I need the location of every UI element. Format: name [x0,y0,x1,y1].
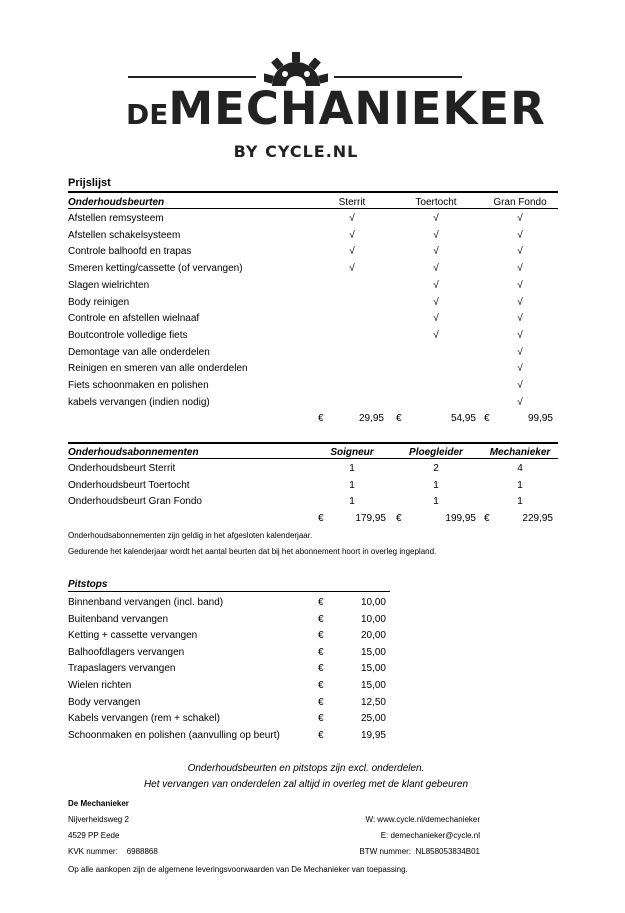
service-label: Smeren ketting/cassette (of vervangen) [68,263,243,274]
subscription-count: 1 [349,480,355,491]
check-icon: √ [517,297,523,308]
notice-parts-excluded: Onderhoudsbeurten en pitstops zijn excl. onderdelen. [187,763,425,774]
pitstop-label: Balhoofdlagers vervangen [68,647,185,658]
currency-symbol: € [318,614,324,625]
pitstop-label: Binnenband vervangen (incl. band) [68,597,224,608]
pitstop-label: Buitenband vervangen [68,614,169,625]
service-label: Fiets schoonmaken en polishen [68,380,209,391]
currency-symbol: € [318,413,324,424]
footer-company: De Mechanieker [68,799,129,808]
subscription-note-planning: Gedurende het kalenderjaar wordt het aantal beurten dat bij het abonnement hoort in overleg ingepland. [68,547,437,556]
pitstop-price: 10,00 [360,597,386,608]
currency-symbol: € [396,413,402,424]
currency-symbol: € [318,713,324,724]
pitstop-price: 19,95 [360,730,386,741]
currency-symbol: € [318,730,324,741]
check-icon: √ [349,230,355,241]
service-label: Afstellen schakelsysteem [68,230,181,241]
pitstop-price: 10,00 [360,614,386,625]
footer-city: 4529 PP Eede [68,831,120,840]
column-header: Soigneur [330,447,374,458]
check-icon: √ [517,363,523,374]
check-icon: √ [517,397,523,408]
footer-street: Nijverheidsweg 2 [68,815,129,824]
footer-terms: Op alle aankopen zijn de algemene leveringsvoorwaarden van De Mechanieker van toepassing. [68,865,408,874]
subscription-count: 1 [517,480,523,491]
subscription-label: Onderhoudsbeurt Sterrit [68,463,176,474]
package-price: 99,95 [527,413,553,424]
currency-symbol: € [318,697,324,708]
service-label: Slagen wielrichten [68,280,150,291]
pitstop-label: Wielen richten [68,680,132,691]
currency-symbol: € [318,630,324,641]
currency-symbol: € [484,513,490,524]
subscription-count: 1 [349,463,355,474]
currency-symbol: € [484,413,490,424]
check-icon: √ [433,246,439,257]
rule [68,191,558,193]
subscription-label: Onderhoudsbeurt Toertocht [68,480,190,491]
pitstop-label: Ketting + cassette vervangen [68,630,198,641]
logo-subtitle: BY CYCLE.NL [233,142,359,161]
footer-website[interactable]: W: www.cycle.nl/demechanieker [365,815,480,824]
subscription-count: 1 [433,496,439,507]
check-icon: √ [517,263,523,274]
rule [68,442,558,444]
pitstop-price: 12,50 [360,697,386,708]
subscription-count: 1 [433,480,439,491]
pitstop-label: Schoonmaken en polishen (aanvulling op beurt) [68,730,280,741]
subscription-count: 1 [349,496,355,507]
subscription-label: Onderhoudsbeurt Gran Fondo [68,496,202,507]
pitstop-price: 20,00 [360,630,386,641]
check-icon: √ [517,230,523,241]
logo [126,48,546,161]
logo-rule-right [334,76,462,78]
check-icon: √ [433,213,439,224]
footer-email[interactable]: E: demechanieker@cycle.nl [380,831,480,840]
check-icon: √ [433,330,439,341]
pitstop-label: Kabels vervangen (rem + schakel) [68,713,221,724]
service-label: Reinigen en smeren van alle onderdelen [68,363,248,374]
pitstop-price: 15,00 [360,680,386,691]
pitstop-label: Body vervangen [68,697,141,708]
service-label: Boutcontrole volledige fiets [68,330,188,341]
gear-icon [264,52,328,86]
subscription-note-validity: Onderhoudsabonnementen zijn geldig in het afgesloten kalenderjaar. [68,531,313,540]
check-icon: √ [517,213,523,224]
notice-parts-replacement: Het vervangen van onderdelen zal altijd in overleg met de klant gebeuren [143,779,469,790]
subscription-price: 199,95 [445,513,476,524]
subscription-price: 229,95 [522,513,553,524]
check-icon: √ [517,313,523,324]
currency-symbol: € [318,513,324,524]
rule [68,208,558,209]
pitstop-price: 15,00 [360,663,386,674]
check-icon: √ [349,246,355,257]
section-header: Onderhoudsbeurten [68,197,165,208]
column-header: Gran Fondo [493,197,547,208]
pitstop-label: Trapaslagers vervangen [68,663,176,674]
service-label: Controle balhoofd en trapas [68,246,192,257]
check-icon: √ [517,380,523,391]
column-header: Sterrit [338,197,366,208]
subscription-count: 2 [433,463,439,474]
check-icon: √ [433,230,439,241]
subscription-count: 1 [517,496,523,507]
logo-wordmark: DEMECHANIEKER [126,82,546,135]
column-header: Toertocht [415,197,457,208]
check-icon: √ [349,213,355,224]
check-icon: √ [517,280,523,291]
logo-rule-left [128,76,256,78]
currency-symbol: € [318,597,324,608]
currency-symbol: € [318,663,324,674]
rule [68,591,390,592]
service-label: Body reinigen [68,297,130,308]
currency-symbol: € [318,647,324,658]
currency-symbol: € [318,680,324,691]
footer-btw: BTW nummer: NL858053834B01 [359,847,480,856]
check-icon: √ [433,263,439,274]
section-header: Pitstops [68,579,108,590]
service-label: kabels vervangen (indien nodig) [68,397,210,408]
check-icon: √ [349,263,355,274]
section-header: Onderhoudsabonnementen [68,447,199,458]
rule [68,458,558,459]
footer-kvk: KVK nummer: 6988868 [68,847,158,856]
check-icon: √ [433,280,439,291]
service-label: Controle en afstellen wielnaaf [68,313,200,324]
page-title: Prijslijst [68,177,111,189]
check-icon: √ [517,246,523,257]
package-price: 29,95 [358,413,384,424]
check-icon: √ [433,313,439,324]
package-price: 54,95 [450,413,476,424]
column-header: Ploegleider [409,447,463,458]
currency-symbol: € [396,513,402,524]
check-icon: √ [433,297,439,308]
service-label: Demontage van alle onderdelen [68,347,210,358]
subscription-count: 4 [517,463,523,474]
check-icon: √ [517,347,523,358]
pitstop-price: 15,00 [360,647,386,658]
column-header: Mechanieker [489,447,551,458]
subscription-price: 179,95 [355,513,386,524]
check-icon: √ [517,330,523,341]
pitstop-price: 25,00 [360,713,386,724]
service-label: Afstellen remsysteem [68,213,164,224]
